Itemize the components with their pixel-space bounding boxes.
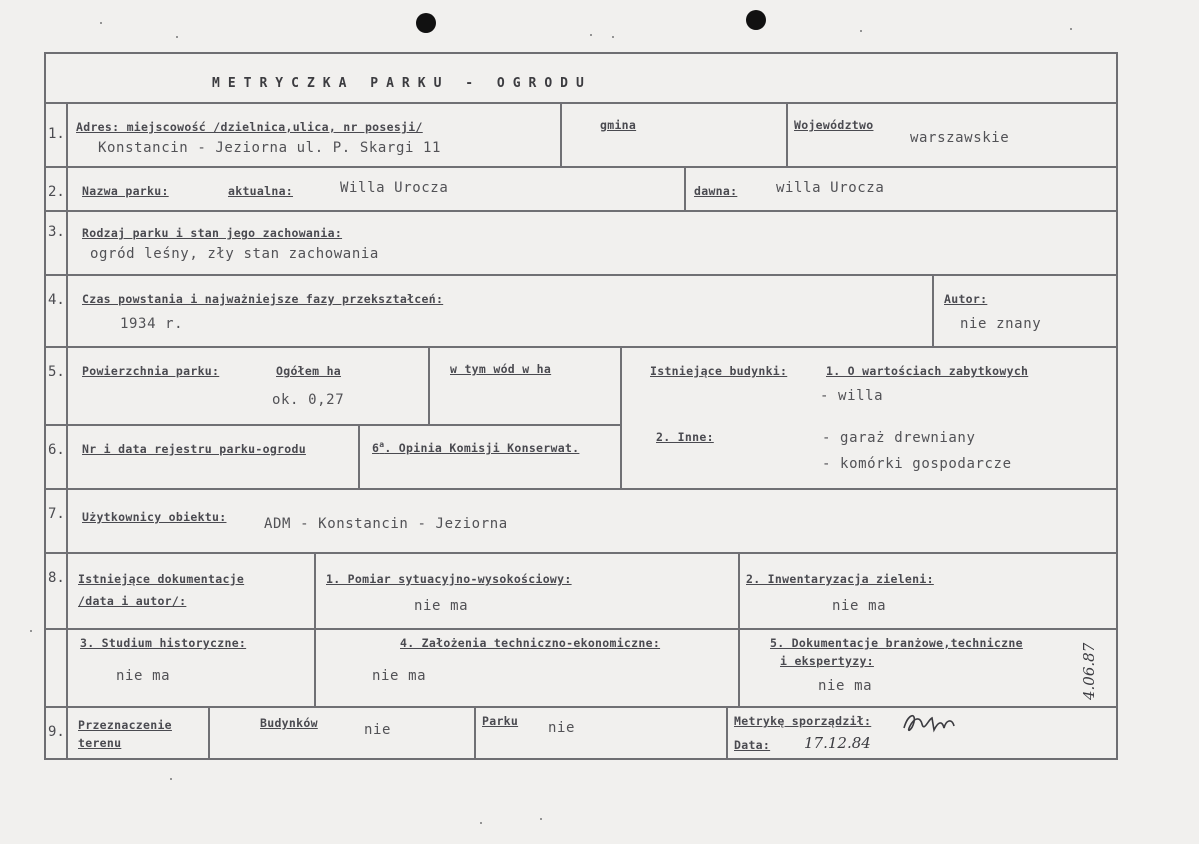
branch-docs-label: 5. Dokumentacje branżowe,techniczne (770, 636, 1023, 650)
total-area-value: ok. 0,27 (272, 392, 345, 408)
row-number-4: 4. (48, 292, 65, 308)
rule-title-bottom (46, 102, 1116, 104)
existing-docs-sublabel: /data i autor/: (78, 594, 187, 608)
rule-row2-a (684, 166, 686, 210)
register-label: Nr i data rejestru parku-ogrodu (82, 442, 306, 456)
rule-row9-b (474, 706, 476, 758)
survey-label: 1. Pomiar sytuacyjno-wysokościowy: (326, 572, 572, 586)
address-value: Konstancin - Jeziorna ul. P. Skargi 11 (98, 140, 442, 156)
rule-number-column (66, 102, 68, 758)
park-type-value: ogród leśny, zły stan zachowania (90, 246, 379, 262)
other-building-1: - garaż drewniany (822, 430, 976, 446)
rule-row3-bottom (46, 274, 1116, 276)
prepared-by-label: Metrykę sporządził: (734, 714, 872, 728)
other-building-2: - komórki gospodarcze (822, 456, 1012, 472)
existing-docs-label: Istniejące dokumentacje (78, 572, 245, 586)
park-type-label: Rodzaj parku i stan jego zachowania: (82, 226, 343, 240)
rule-row2-bottom (46, 210, 1116, 212)
date-label: Data: (734, 738, 771, 752)
total-area-label: Ogółem ha (276, 364, 342, 378)
existing-buildings-label: Istniejące budynki: (650, 364, 788, 378)
row-number-7: 7. (48, 506, 65, 522)
rule-row7-bottom (46, 552, 1116, 554)
rule-row9-a (208, 706, 210, 758)
park-record-form (44, 52, 1118, 760)
wojewodztwo-value: warszawskie (910, 130, 1010, 146)
rule-row5-bottom (46, 424, 620, 426)
water-area-label: w tym wód w ha (450, 362, 552, 376)
history-study-value: nie ma (116, 668, 171, 684)
rule-row6-bottom (46, 488, 1116, 490)
rule-row4-a (932, 274, 934, 346)
former-name-label: dawna: (694, 184, 738, 198)
form-title: METRYCZKA PARKU - OGRODU (212, 76, 592, 91)
heritage-buildings-value: - willa (820, 388, 884, 404)
wojewodztwo-label: Województwo (794, 118, 874, 132)
land-purpose-sublabel: terenu (78, 736, 122, 750)
rule-row1-b (786, 102, 788, 166)
row-number-9: 9. (48, 724, 65, 740)
area-label: Powierzchnia parku: (82, 364, 220, 378)
rule-row6-a (358, 424, 360, 488)
buildings-purpose-value: nie (364, 722, 392, 738)
users-label: Użytkownicy obiektu: (82, 510, 227, 524)
rule-row9-c (726, 706, 728, 758)
address-label: Adres: miejscowość /dzielnica,ulica, nr posesji/ (76, 120, 423, 134)
signature-mark (898, 708, 988, 738)
current-name-label: aktualna: (228, 184, 294, 198)
rule-row4-bottom (46, 346, 1116, 348)
rule-row8-b (738, 552, 740, 706)
heritage-buildings-label: 1. O wartościach zabytkowych (826, 364, 1029, 378)
land-purpose-label: Przeznaczenie (78, 718, 172, 732)
rule-row5-a (428, 346, 430, 424)
opinion-text: . Opinia Komisji Konserwat. (384, 440, 580, 455)
author-label: Autor: (944, 292, 988, 306)
history-phases-value: 1934 r. (120, 316, 184, 332)
row-number-6: 6. (48, 442, 65, 458)
tech-econ-value: nie ma (372, 668, 427, 684)
row-number-2: 2. (48, 184, 65, 200)
scan-speck (1070, 28, 1072, 30)
history-study-label: 3. Studium historyczne: (80, 636, 247, 650)
row-number-5: 5. (48, 364, 65, 380)
punch-hole-right (746, 10, 766, 30)
rule-row5-b (620, 346, 622, 488)
opinion-superscript: a (379, 440, 385, 449)
former-name-value: willa Urocza (776, 180, 885, 196)
margin-date: 4.06.87 (1080, 642, 1098, 700)
row-number-8: 8. (48, 570, 65, 586)
buildings-purpose-label: Budynków (260, 716, 318, 730)
scan-speck (30, 630, 32, 632)
opinion-number: 6 (372, 440, 380, 455)
users-value: ADM - Konstancin - Jeziorna (264, 516, 508, 532)
greenery-value: nie ma (832, 598, 887, 614)
author-value: nie znany (960, 316, 1042, 332)
survey-value: nie ma (414, 598, 469, 614)
other-buildings-label: 2. Inne: (656, 430, 714, 444)
tech-econ-label: 4. Założenia techniczno-ekonomiczne: (400, 636, 661, 650)
date-value: 17.12.84 (804, 734, 871, 752)
conservation-opinion-label (372, 440, 579, 455)
scan-speck (100, 22, 102, 24)
rule-row8-mid (46, 628, 1116, 630)
row-number-3: 3. (48, 224, 65, 240)
gmina-label: gmina (600, 118, 637, 132)
row-number-1: 1. (48, 126, 65, 142)
rule-row8-a (314, 552, 316, 706)
park-name-label: Nazwa parku: (82, 184, 169, 198)
rule-row1-bottom (46, 166, 1116, 168)
punch-hole-left (416, 13, 436, 33)
rule-row1-a (560, 102, 562, 166)
scan-speck (176, 36, 178, 38)
scan-speck (860, 30, 862, 32)
branch-docs-sublabel: i ekspertyzy: (780, 654, 874, 668)
current-name-value: Willa Urocza (340, 180, 449, 196)
scan-speck (170, 778, 172, 780)
park-purpose-value: nie (548, 720, 576, 736)
scan-speck (540, 818, 542, 820)
history-phases-label: Czas powstania i najważniejsze fazy przekształceń: (82, 292, 444, 306)
greenery-label: 2. Inwentaryzacja zieleni: (746, 572, 934, 586)
scan-speck (590, 34, 592, 36)
park-purpose-label: Parku (482, 714, 519, 728)
scan-speck (480, 822, 482, 824)
branch-docs-value: nie ma (818, 678, 873, 694)
scan-speck (612, 36, 614, 38)
